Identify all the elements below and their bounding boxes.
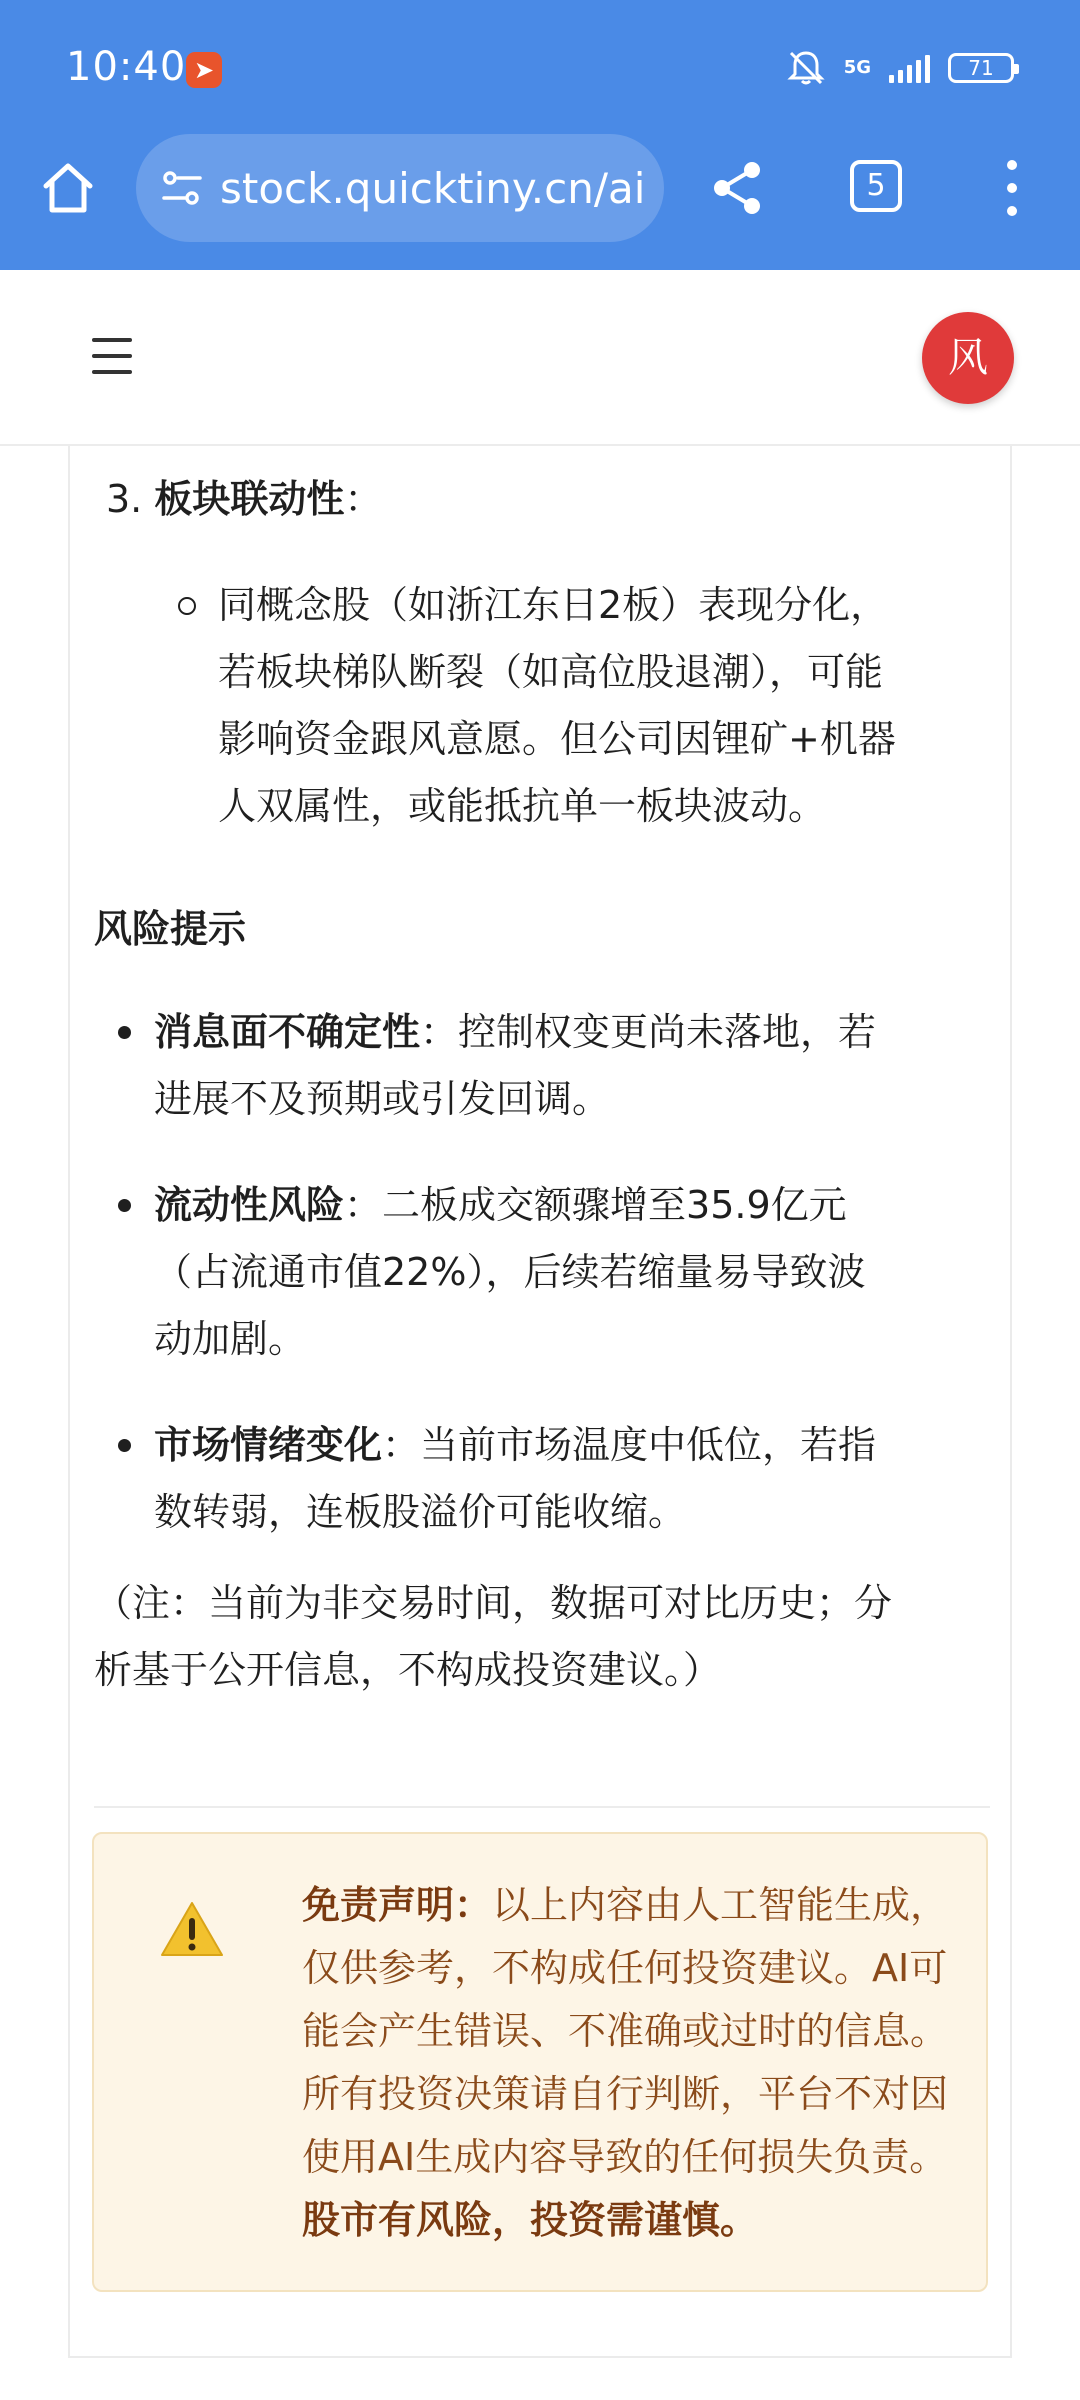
browser-chrome	[0, 0, 1080, 270]
risk-item	[154, 1172, 847, 1239]
disclaimer-body: 以上内容由人工智能生成，仅供参考，不构成任何投资建议。AI可能会产生错误、不准确或过时的信息。 所有投资决策请自行判断，平台不对因使用AI生成内容导致的任何损失负责。	[302, 1883, 949, 2179]
home-icon	[38, 158, 98, 218]
disclaimer-text	[302, 1874, 962, 2252]
sub-bullet	[178, 597, 196, 615]
home-button[interactable]	[36, 156, 100, 220]
risk-line: 动加剧。	[154, 1317, 307, 1361]
mute-bell-icon	[786, 48, 826, 88]
item-sep: ：	[344, 477, 383, 521]
risk-text: 当前市场温度中低位，若指	[420, 1423, 877, 1467]
risk-title: 流动性风险	[154, 1183, 345, 1227]
tab-count: 5	[866, 168, 886, 203]
bullet	[118, 1199, 131, 1212]
divider	[94, 1806, 990, 1808]
share-icon	[706, 156, 770, 220]
risk-sep: ：	[382, 1423, 421, 1467]
answer-card	[68, 446, 1012, 2358]
battery-level: 71	[968, 56, 994, 80]
risk-sep: ：	[420, 1010, 459, 1054]
risk-sep: ：	[344, 1183, 383, 1227]
disclaimer-box	[92, 1832, 988, 2292]
bullet	[118, 1026, 131, 1039]
note-line: 析基于公开信息，不构成投资建议。）	[94, 1648, 722, 1692]
sub-line: 若板块梯队断裂（如高位股退潮），可能	[218, 650, 884, 694]
sub-line: 同概念股（如浙江东日2板）表现分化，	[218, 583, 889, 627]
risk-text: 控制权变更尚未落地，若	[458, 1010, 877, 1054]
risk-title: 市场情绪变化	[154, 1423, 383, 1467]
item-title: 板块联动性	[154, 477, 345, 521]
address-bar[interactable]	[136, 134, 664, 242]
avatar[interactable]: 风	[922, 312, 1014, 404]
signal-icon	[889, 53, 930, 83]
network-type: 5G	[843, 57, 871, 78]
risk-line: 数转弱，连板股溢价可能收缩。	[154, 1490, 687, 1534]
url-text[interactable]: stock.quicktiny.cn/ai	[220, 163, 646, 213]
note-line: （注：当前为非交易时间，数据可对比历史；分	[94, 1581, 893, 1625]
list-item-3	[106, 466, 382, 533]
risk-line: 进展不及预期或引发回调。	[154, 1077, 611, 1121]
status-time: 10:40	[66, 44, 187, 90]
warning-icon	[160, 1900, 224, 1958]
app-notification-icon: ➤	[186, 52, 222, 88]
sub-line: 人双属性，或能抵抗单一板块波动。	[218, 784, 827, 828]
site-header	[0, 270, 1080, 446]
disclaimer-emphasis: 股市有风险，投资需谨慎。	[302, 2198, 759, 2242]
site-settings-icon[interactable]	[158, 164, 206, 212]
sub-line: 影响资金跟风意愿。但公司因锂矿+机器	[218, 717, 896, 761]
bullet	[118, 1439, 131, 1452]
risk-item	[154, 1412, 876, 1479]
status-icons	[786, 46, 1014, 90]
risk-line: （占流通市值22%），后续若缩量易导致波	[154, 1250, 866, 1294]
more-vert-icon[interactable]	[990, 160, 1034, 216]
risk-text: 二板成交额骤增至35.9亿元	[382, 1183, 847, 1227]
share-button[interactable]	[706, 156, 770, 220]
disclaimer-label: 免责声明：	[302, 1883, 493, 1927]
battery-icon	[948, 53, 1014, 83]
tabs-button[interactable]	[850, 160, 902, 212]
risk-title: 消息面不确定性	[154, 1010, 421, 1054]
hamburger-menu-icon[interactable]	[92, 338, 132, 374]
list-number: 3.	[106, 477, 143, 521]
section-heading: 风险提示	[94, 907, 247, 951]
risk-item	[154, 999, 876, 1066]
